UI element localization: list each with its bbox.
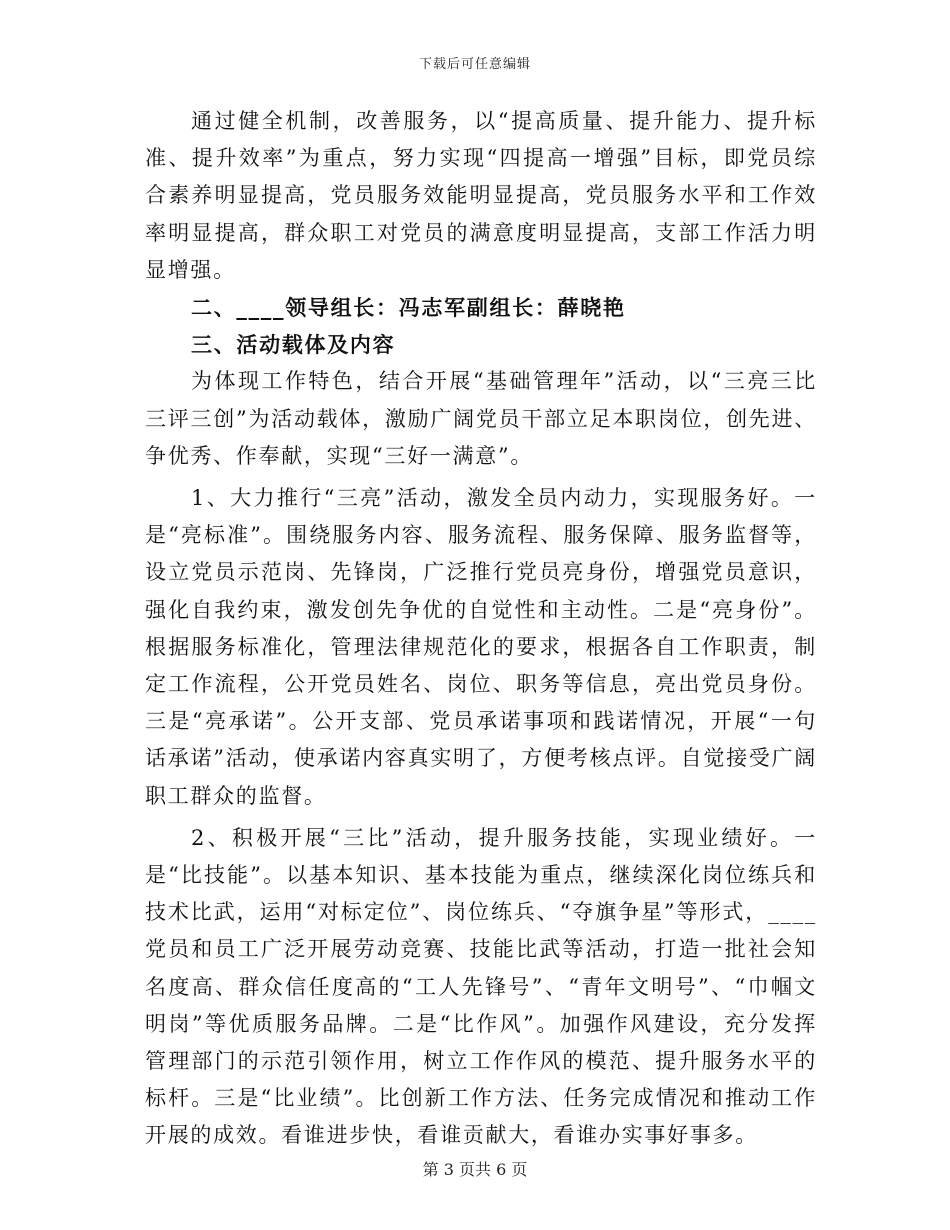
paragraph-three-liang: 1、大力推行“三亮”活动，激发全员内动力，实现服务好。一是“亮标准”。围绕服务内容、服务流程、服务保障、服务监督等，设立党员示范岗、先锋岗，广泛推行党员亮身份，增强党员意识，强化自我约束，激发创先争优的自觉性和主动性。二是“亮身份”。根据服务标准化，管理法律规范化的要求，根据各自工作职责，制定工作流程，公开党员姓名、岗位、职务等信息，亮出党员身份。三是“亮承诺”。公开支部、党员承诺事项和践诺情况，开展“一句话承诺”活动，使承诺内容真实明了，方便考核点评。自觉接受广阔职工群众的监督。: [145, 486, 817, 808]
paragraph-goals: 通过健全机制，改善服务，以“提高质量、提升能力、提升标准、提升效率”为重点，努力实现“四提高一增强”目标，即党员综合素养明显提高，党员服务效能明显提高，党员服务水平和工作效率明显提高，群众职工对党员的满意度明显提高，支部工作活力明显增强。: [145, 109, 817, 282]
section-heading-activities: 三、活动载体及内容: [191, 332, 396, 358]
paragraph-activity-intro: 为体现工作特色，结合开展“基础管理年”活动，以“三亮三比三评三创”为活动载体，激励广阔党员干部立足本职岗位，创先进、争优秀、作奉献，实现“三好一满意”。: [145, 369, 817, 468]
document-body: [145, 103, 817, 1155]
page-number: 第 3 页共 6 页: [422, 1160, 528, 1179]
section-heading-leadership: 二、____领导组长：冯志军副组长：薛晓艳: [191, 295, 626, 321]
page-header-note: 下载后可任意编辑: [418, 57, 531, 72]
paragraph-three-bi: 2、积极开展“三比”活动，提升服务技能，实现业绩好。一是“比技能”。以基本知识、基本技能为重点，继续深化岗位练兵和技术比武，运用“对标定位”、岗位练兵、“夺旗争星”等形式，____党员和员工广泛开展劳动竞赛、技能比武等活动，打造一批社会知名度高、群众信任度高的“工人先锋号”、“青年文明号”、“巾帼文明岗”等优质服务品牌。二是“比作风”。加强作风建设，充分发挥管理部门的示范引领作用，树立工作作风的模范、提升服务水平的标杆。三是“比业绩”。比创新工作方法、任务完成情况和推动工作开展的成效。看谁进步快，看谁贡献大，看谁办实事好事多。: [145, 825, 817, 1148]
